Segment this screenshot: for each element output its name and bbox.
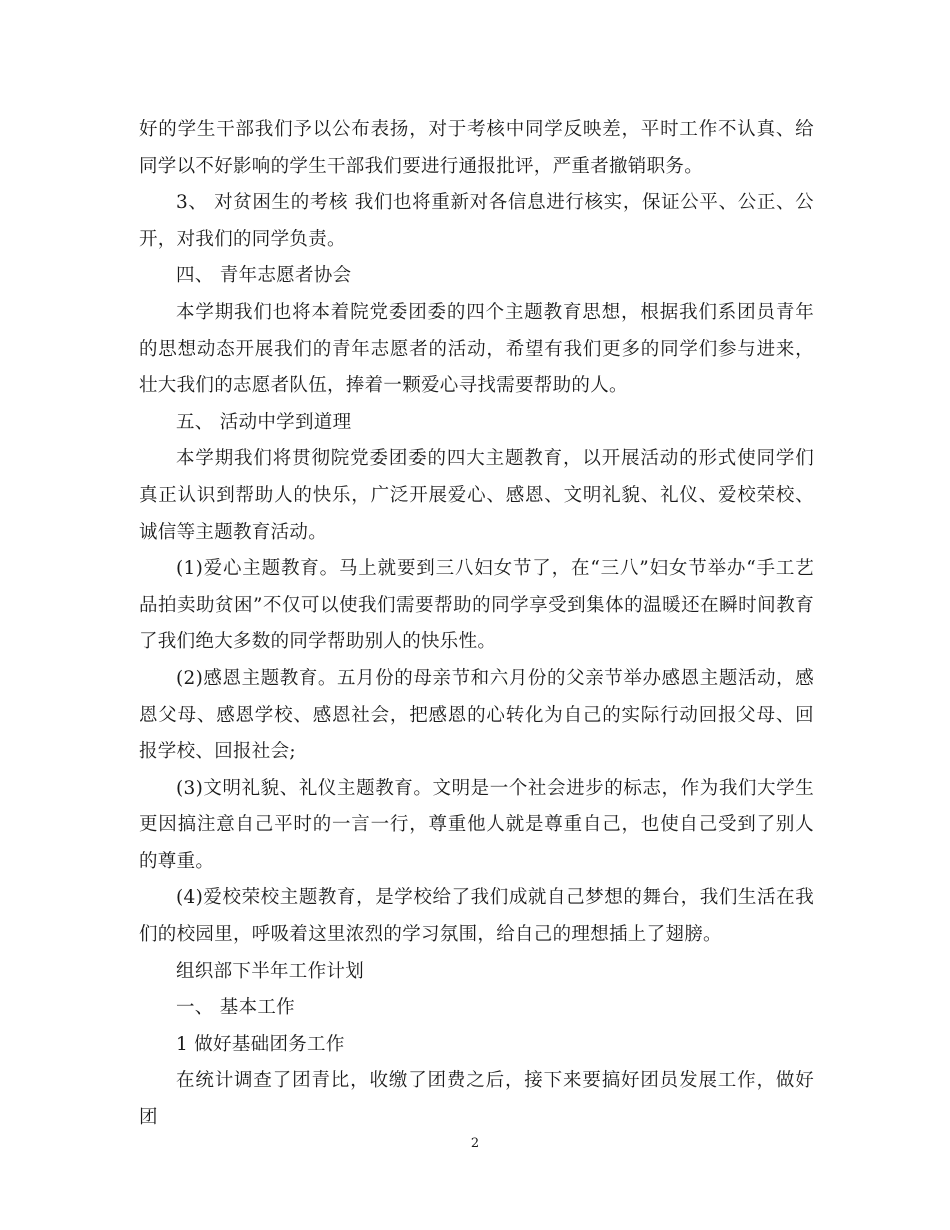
heading-learning-through-activities: 五、 活动中学到道理 xyxy=(176,411,352,433)
paragraph-cadre-evaluation: 好的学生干部我们予以公布表扬，对于考核中同学反映差，平时工作不认真、给同学以不好影响的学生干部我们要进行通报批评，严重者撤销职务。 xyxy=(139,119,814,177)
paragraph-gratitude-theme: (2)感恩主题教育。五月份的母亲节和六月份的父亲节举办感恩主题活动，感恩父母、感恩学校、感恩社会，把感恩的心转化为自己的实际行动回报父母、回报学校、回报社会; xyxy=(139,667,814,763)
heading-basic-work: 一、 基本工作 xyxy=(176,997,295,1019)
paragraph-love-theme: (1)爱心主题教育。马上就要到三八妇女节了，在“三八”妇女节举办“手工艺品拍卖助贫困”不仅可以使我们需要帮助的同学享受到集体的温暖还在瞬时间教育了我们绝大多数的同学帮助别人的快乐性。 xyxy=(139,558,814,653)
heading-youth-volunteer-association: 四、 青年志愿者协会 xyxy=(176,265,352,287)
page-number: 2 xyxy=(470,1136,480,1151)
document-body xyxy=(139,112,814,1137)
paragraph-school-pride-theme: (4)爱校荣校主题教育，是学校给了我们成就自己梦想的舞台，我们生活在我们的校园里，呼吸着这里浓烈的学习氛围，给自己的理想插上了翅膀。 xyxy=(139,887,814,946)
heading-organization-plan: 组织部下半年工作计划 xyxy=(176,960,365,982)
paragraph-theme-education: 本学期我们将贯彻院党委团委的四大主题教育，以开展活动的形式使同学们真正认识到帮助人的快乐，广泛开展爱心、感恩、文明礼貌、礼仪、爱校荣校、诚信等主题教育活动。 xyxy=(139,448,814,543)
paragraph-volunteer-activities: 本学期我们也将本着院党委团委的四个主题教育思想，根据我们系团员青年的思想动态开展我们的青年志愿者的活动，希望有我们更多的同学们参与进来，壮大我们的志愿者队伍，捧着一颗爱心寻找需要帮助的人。 xyxy=(139,301,814,397)
paragraph-poor-student-evaluation: 3、 对贫困生的考核 我们也将重新对各信息进行核实，保证公平、公正、公开，对我们的同学负责。 xyxy=(139,192,814,250)
paragraph-member-development: 在统计调查了团青比，收缴了团费之后，接下来要搞好团员发展工作，做好团 xyxy=(139,1070,814,1129)
paragraph-civility-theme: (3)文明礼貌、礼仪主题教育。文明是一个社会进步的标志，作为我们大学生更因搞注意自己平时的一言一行，尊重他人就是尊重自己，也使自己受到了别人的尊重。 xyxy=(139,777,814,872)
heading-league-affairs: 1 做好基础团务工作 xyxy=(176,1033,345,1055)
